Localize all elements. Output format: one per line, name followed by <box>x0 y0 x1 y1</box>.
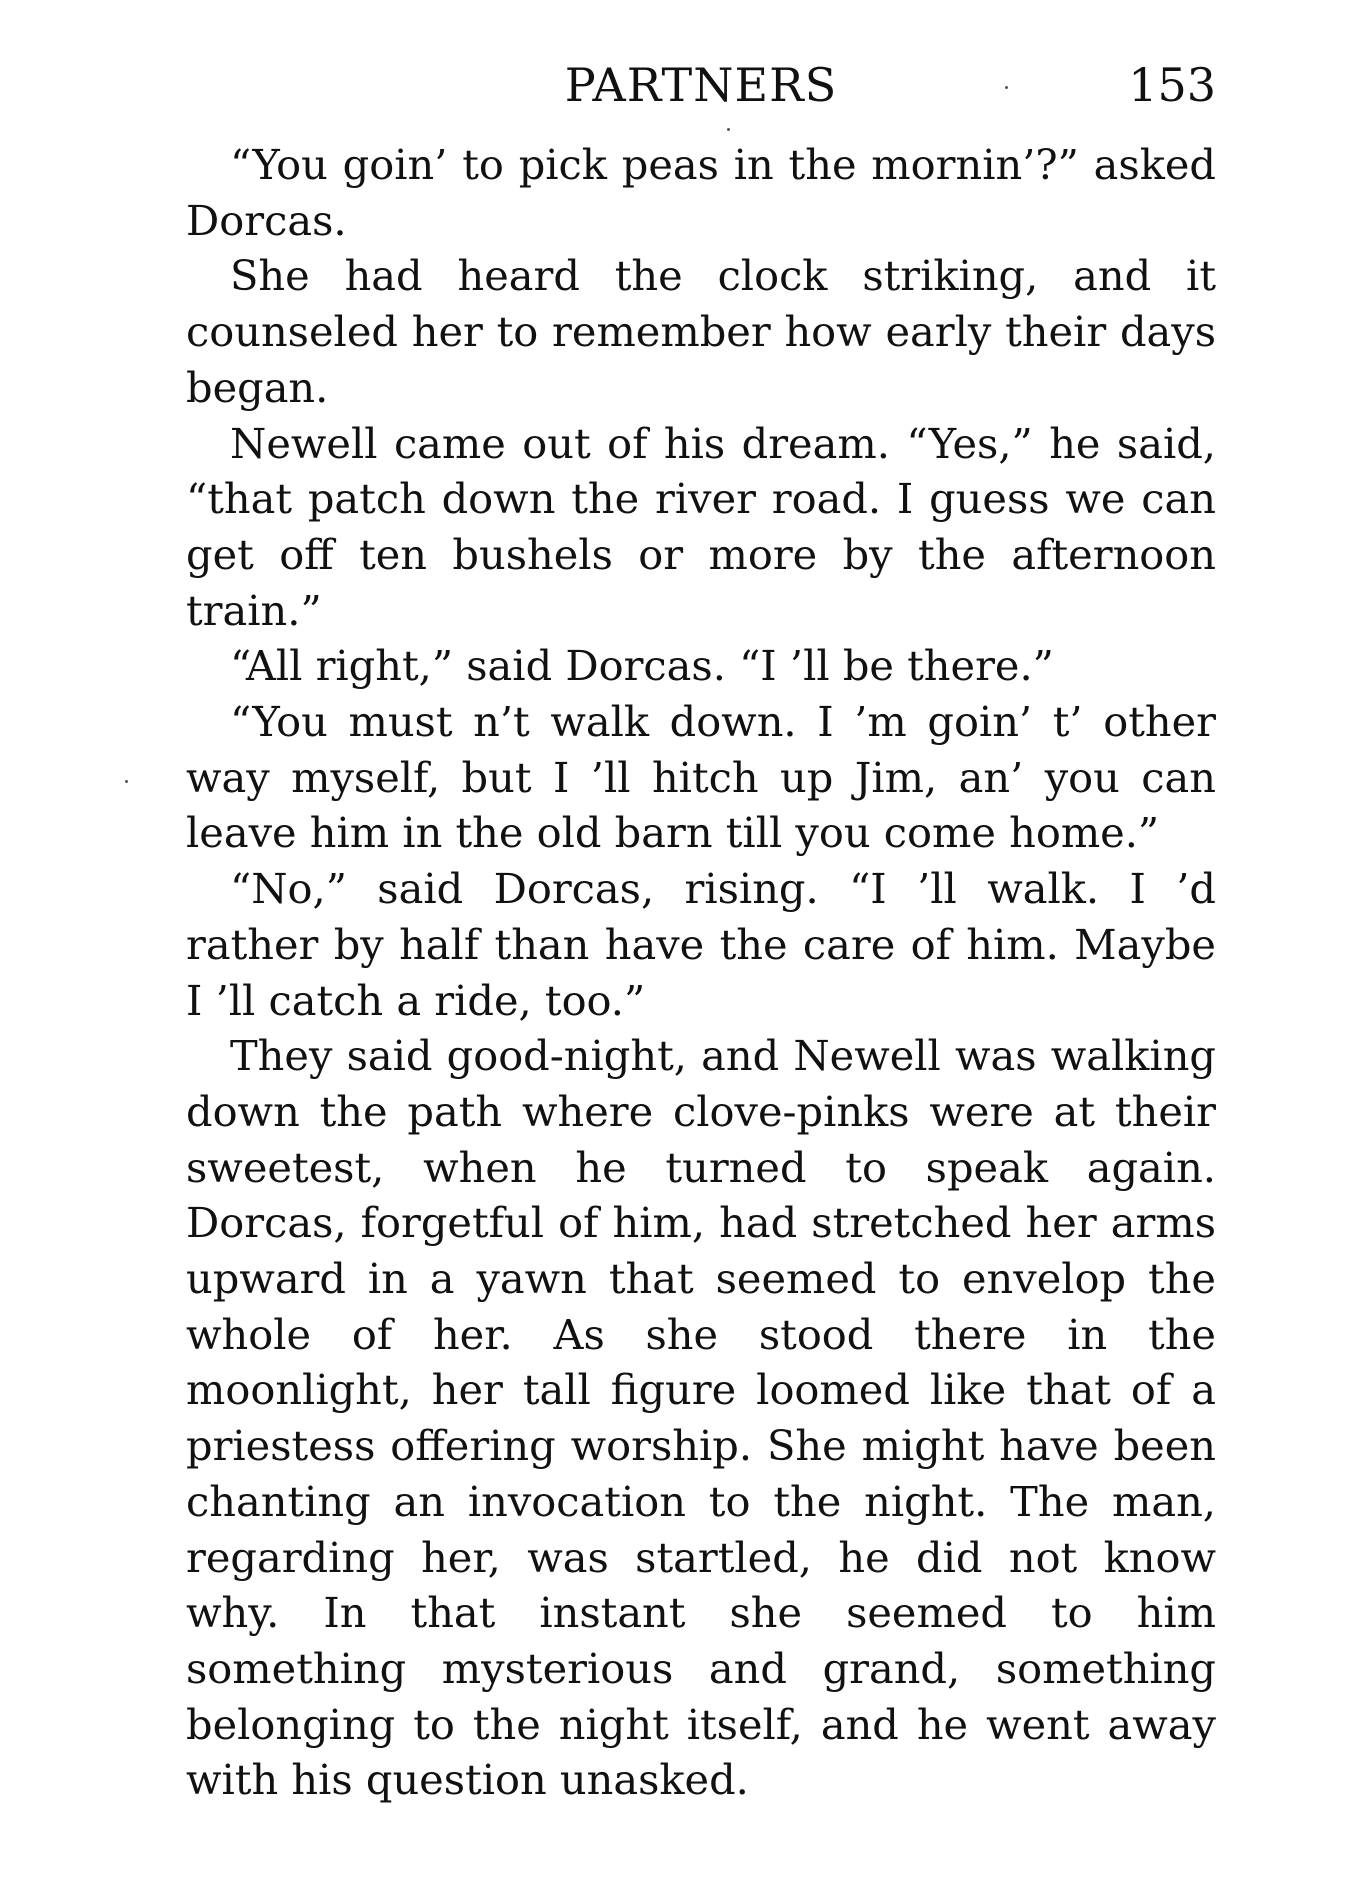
running-head <box>186 50 1216 120</box>
paragraph-6: “No,” said Dorcas, rising. “I ’ll walk. I ’d rather by half than have the care of him. Maybe I ’ll catch a ride, too.” <box>186 864 1216 1025</box>
paragraph-1: “You goin’ to pick peas in the mornin’?” asked Dorcas. <box>186 140 1216 245</box>
paragraph-2: She had heard the clock striking, and it counseled her to remember how early their days began. <box>186 251 1216 412</box>
paragraph-4: “All right,” said Dorcas. “I ’ll be there.” <box>230 641 1054 691</box>
paragraph-7: They said good-night, and Newell was walking down the path where clove-pinks were at their sweetest, when he turned to speak again. Dorcas, forgetful of him, had stretched her arms upward in a yawn that seemed to envelop the whole of her. As she stood there in the moonlight, her tall figure loomed like that of a priestess offering worship. She might have been chanting an invocation to the night. The man, regarding her, was startled, he did not know why. In that instant she seemed to him something mysterious and grand, something belonging to the night itself, and he went away with his question unasked. <box>186 1031 1216 1805</box>
paragraph-3: Newell came out of his dream. “Yes,” he said, “that patch down the river road. I guess we can get off ten bushels or more by the afternoon train.” <box>186 418 1216 635</box>
paragraph-5: “You must n’t walk down. I ’m goin’ t’ other way myself, but I ’ll hitch up Jim, an’ you can leave him in the old barn till you come home.” <box>186 697 1216 858</box>
print-speck <box>125 780 128 783</box>
print-speck <box>727 128 730 131</box>
page-number: 153 <box>1128 58 1216 112</box>
body-text <box>186 137 1216 1808</box>
running-title: PARTNERS <box>564 58 838 112</box>
print-speck <box>1005 86 1008 89</box>
